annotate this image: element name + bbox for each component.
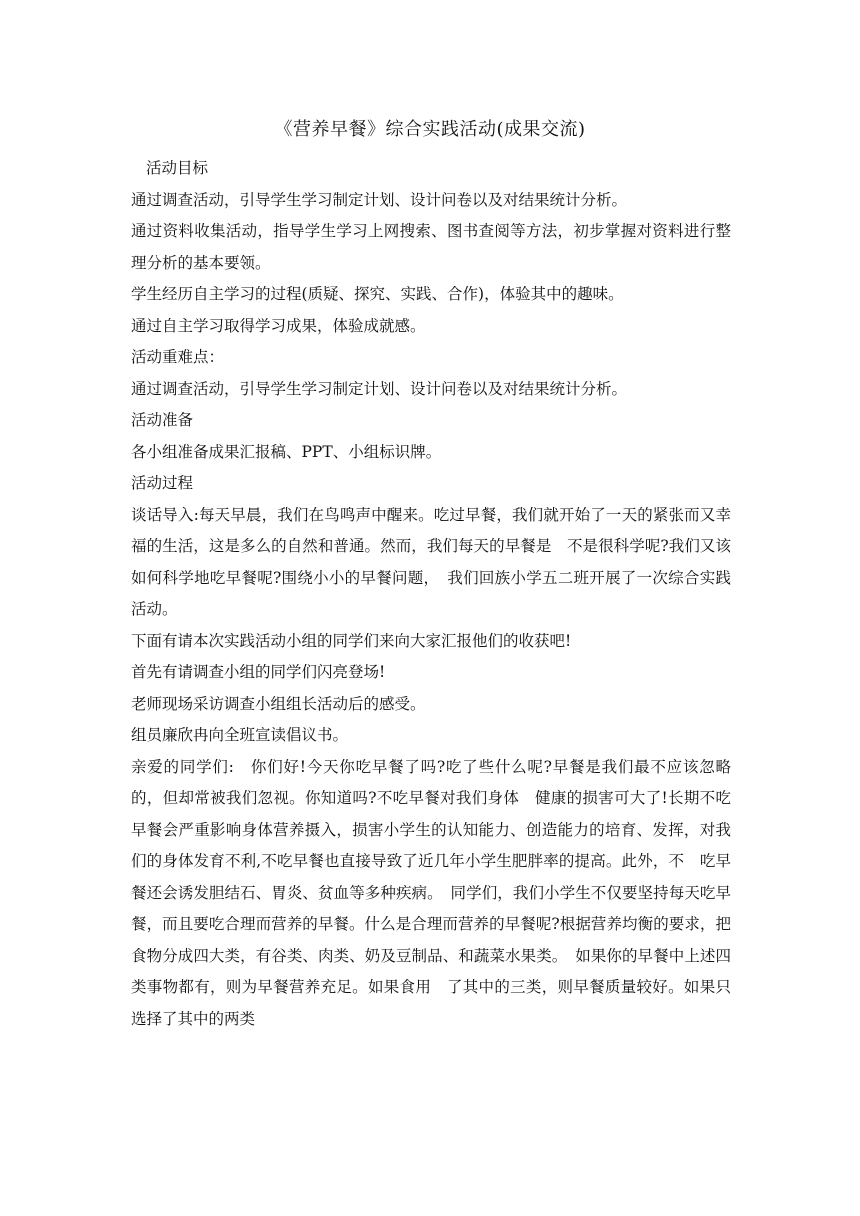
- heading-activity-goals: 活动目标: [146, 159, 209, 177]
- paragraph-preparation: 各小组准备成果汇报稿、PPT、小组标识牌。: [131, 442, 442, 461]
- paragraph-goal-3: 学生经历自主学习的过程(质疑、探究、实践、合作)，体验其中的趣味。: [131, 285, 624, 303]
- heading-preparation: 活动准备: [131, 411, 194, 429]
- paragraph-proposal-text: 亲爱的同学们: 你们好!今天你吃早餐了吗?吃了些什么呢?早餐是我们最不应该忽略的，但却常被我们忽视。你知道吗?不吃早餐对我们身体 健康的损害可大了!长期不吃早餐会严重影响身体营养摄入，损害小学生的认知能力、创造能力的培育、发挥，对我们的身体发育不利,不吃早餐也直接导致了近几年小学生肥胖率的提高。此外，不 吃早餐还会诱发胆结石、胃炎、贫血等多种疾病。 同学们，我们小学生不仅要坚持每天吃早餐，而且要吃合理而营养的早餐。什么是合理而营养的早餐呢?根据营养均衡的要求，把食物分成四大类，有谷类、肉类、奶及豆制品、和蔬菜水果类。 如果你的早餐中上述四类事物都有，则为早餐营养充足。如果食用 了其中的三类，则早餐质量较好。如果只选择了其中的两类: [131, 757, 731, 1028]
- heading-process: 活动过程: [131, 474, 194, 492]
- paragraph-goal-2: 通过资料收集活动，指导学生学习上网搜索、图书查阅等方法，初步掌握对资料进行整理分析的基本要领。: [131, 222, 731, 272]
- paragraph-proposal: 组员廉欣冉向全班宣读倡议书。: [131, 726, 349, 744]
- paragraph-goal-1: 通过调查活动，引导学生学习制定计划、设计问卷以及对结果统计分析。: [131, 190, 628, 209]
- paragraph-invite-groups: 下面有请本次实践活动小组的同学们来向大家汇报他们的收获吧!: [131, 631, 572, 650]
- heading-key-difficulties: 活动重难点：: [131, 348, 225, 366]
- paragraph-survey-group: 首先有请调查小组的同学们闪亮登场!: [131, 663, 386, 681]
- paragraph-introduction: 谈话导入:每天早晨，我们在鸟鸣声中醒来。吃过早餐，我们就开始了一天的紧张而又幸福的生活，这是多么的自然和普通。然而，我们每天的早餐是 不是很科学呢?我们又该如何科学地吃早餐呢?围绕小小的早餐问题， 我们回族小学五二班开展了一次综合实践活动。: [131, 505, 731, 618]
- document-body: [131, 153, 731, 1035]
- paragraph-interview: 老师现场采访调查小组组长活动后的感受。: [131, 694, 426, 713]
- paragraph-key-difficulty: 通过调查活动，引导学生学习制定计划、设计问卷以及对结果统计分析。: [131, 379, 628, 398]
- paragraph-goal-4: 通过自主学习取得学习成果，体验成就感。: [131, 316, 426, 335]
- document-title: 《营养早餐》综合实践活动(成果交流): [274, 119, 586, 140]
